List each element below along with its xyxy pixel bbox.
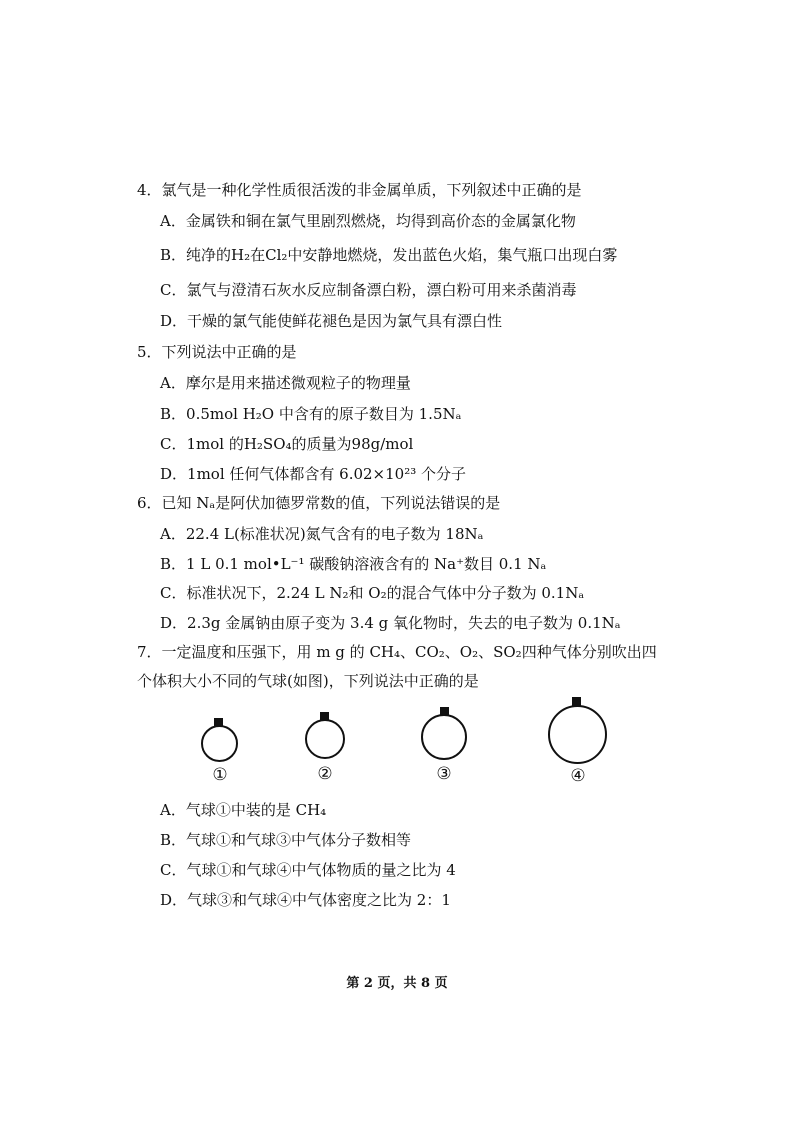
balloon-1-label: ① [212,765,228,785]
question-4-option-b: B．纯净的H₂在Cl₂中安静地燃烧，发出蓝色火焰，集气瓶口出现白雾 [160,246,618,264]
question-7-option-b: B．气球①和气球③中气体分子数相等 [160,831,412,849]
question-6-stem: 6．已知 Nₐ是阿伏加德罗常数的值，下列说法错误的是 [137,494,501,512]
question-5-stem: 5．下列说法中正确的是 [137,343,297,361]
question-7-stem: 7．一定温度和压强下，用 m g 的 CH₄、CO₂、O₂、SO₂四种气体分别吹出四 [137,643,657,661]
balloon-4 [548,705,607,764]
question-7-option-c: C．气球①和气球④中气体物质的量之比为 4 [160,861,456,879]
question-4-stem: 4．氯气是一种化学性质很活泼的非金属单质，下列叙述中正确的是 [137,181,582,199]
balloon-3 [421,714,467,760]
question-5-option-d: D．1mol 任何气体都含有 6.02×10²³ 个分子 [160,465,467,483]
question-4-option-d: D．干燥的氯气能使鲜花褪色是因为氯气具有漂白性 [160,312,503,330]
question-4-option-c: C．氯气与澄清石灰水反应制备漂白粉，漂白粉可用来杀菌消毒 [160,281,577,299]
balloon-1 [201,725,238,762]
balloon-4-label: ④ [570,766,586,786]
balloon-2-label: ② [317,764,333,784]
question-5-option-a: A．摩尔是用来描述微观粒子的物理量 [160,374,411,392]
page-footer: 第 2 页，共 8 页 [346,976,448,991]
question-5-option-c: C．1mol 的H₂SO₄的质量为98g/mol [160,435,414,453]
balloon-3-label: ③ [436,764,452,784]
balloon-2 [305,719,345,759]
question-6-option-a: A．22.4 L(标准状况)氮气含有的电子数为 18Nₐ [160,525,484,543]
question-4-option-a: A．金属铁和铜在氯气里剧烈燃烧，均得到高价态的金属氯化物 [160,212,576,230]
question-7-option-d: D．气球③和气球④中气体密度之比为 2：1 [160,891,451,909]
question-5-option-b: B．0.5mol H₂O 中含有的原子数目为 1.5Nₐ [160,405,462,423]
question-6-option-c: C．标准状况下，2.24 L N₂和 O₂的混合气体中分子数为 0.1Nₐ [160,584,585,602]
question-6-option-b: B．1 L 0.1 mol•L⁻¹ 碳酸钠溶液含有的 Na⁺数目 0.1 Nₐ [160,555,547,573]
question-7-option-a: A．气球①中装的是 CH₄ [160,801,327,819]
question-7-stem-continued: 个体积大小不同的气球(如图)，下列说法中正确的是 [137,672,479,690]
question-6-option-d: D．2.3g 金属钠由原子变为 3.4 g 氧化物时，失去的电子数为 0.1Nₐ [160,614,621,632]
